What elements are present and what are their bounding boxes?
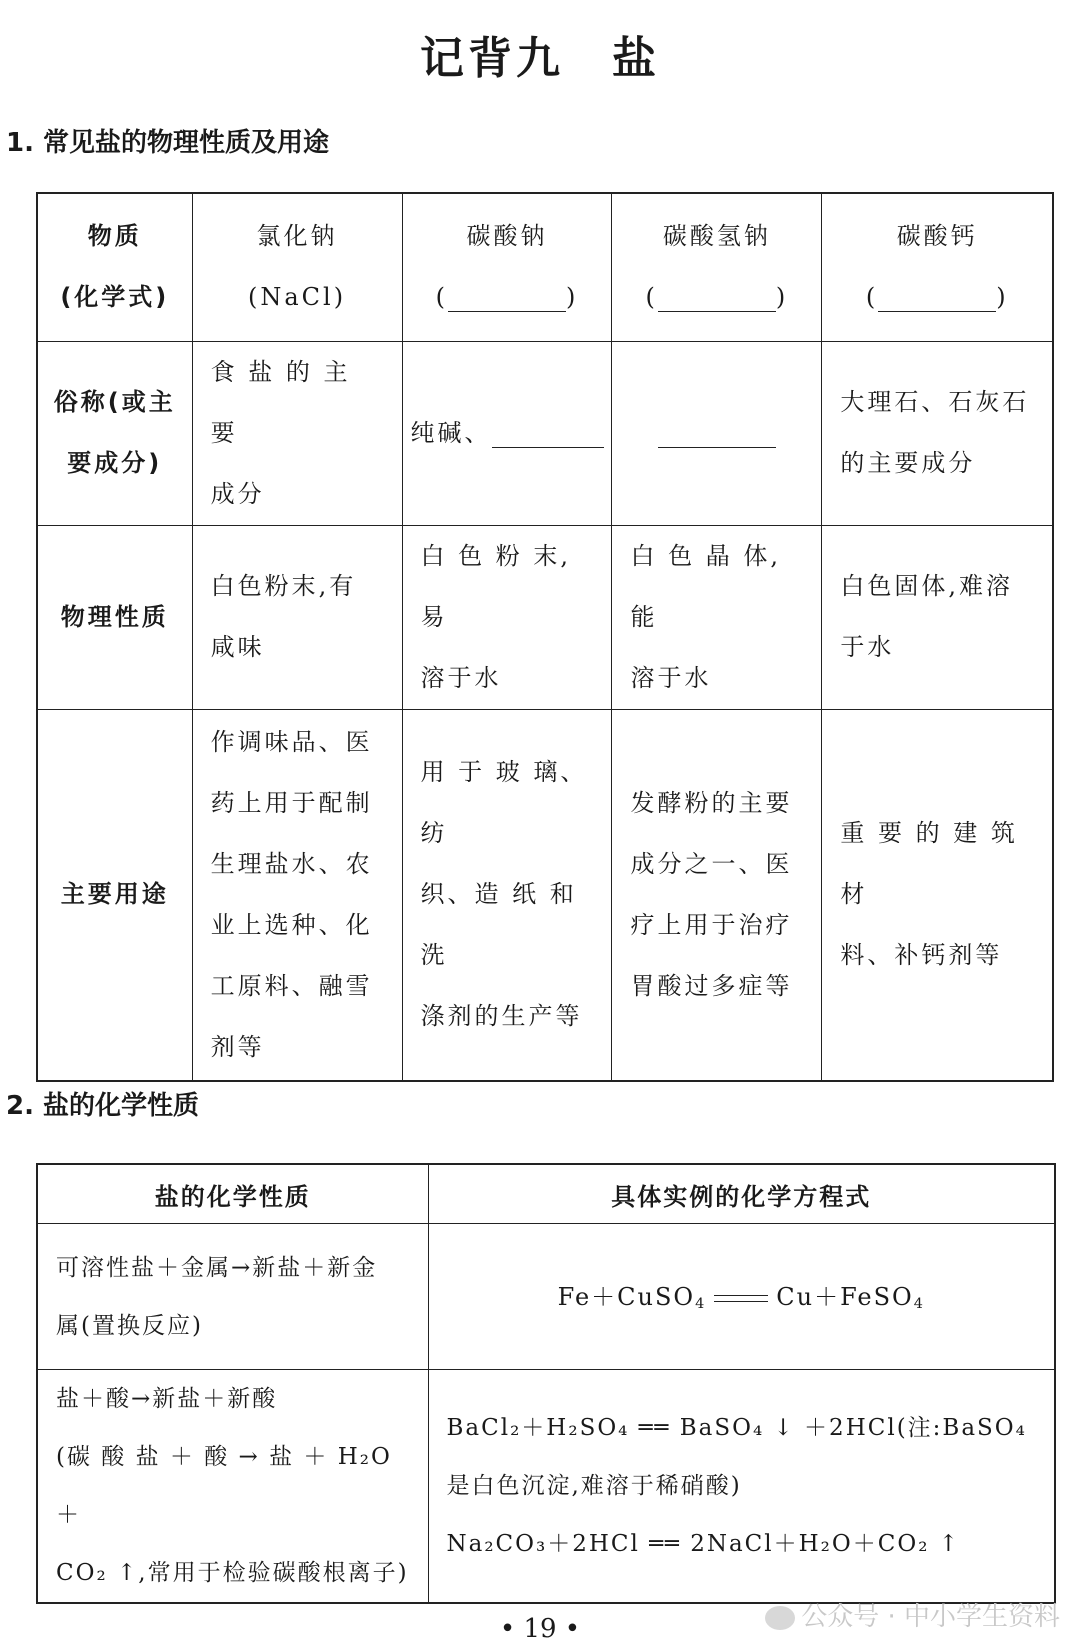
cell-line: 咸味	[210, 633, 265, 661]
cell-line: 料、补钙剂等	[840, 941, 1003, 970]
fill-blank	[658, 285, 776, 312]
header-label-line: (化学式)	[60, 283, 170, 312]
cell-line: 重 要 的 建 筑 材	[840, 819, 1018, 909]
salts-physical-properties-table	[36, 192, 1054, 1082]
cell-line: 涤剂的生产等	[420, 1002, 583, 1031]
substance-name: 碳酸氢钠	[662, 222, 771, 251]
cell-nacl-common-name	[192, 341, 402, 525]
salts-chemical-properties-table	[36, 1163, 1056, 1604]
substance-name: 碳酸钙	[896, 222, 978, 251]
cell-line: 溶于水	[420, 663, 502, 692]
table-header-row	[37, 1164, 1055, 1224]
cell-caco3-uses	[822, 709, 1053, 1081]
cell-line: 工原料、融雪	[210, 971, 373, 1000]
cell-line: 疗上用于治疗	[630, 910, 793, 939]
subscript: 4	[695, 1295, 707, 1312]
section-heading-1: 1. 常见盐的物理性质及用途	[6, 128, 330, 158]
table-row	[37, 341, 1053, 525]
cell-equation-1	[428, 1224, 1055, 1370]
page-number: • 19 •	[499, 1614, 581, 1644]
cell-line: 白色固体,难溶	[840, 572, 1014, 600]
cell-line: 于水	[840, 633, 895, 661]
cell-line: 大理石、石灰石	[840, 388, 1030, 416]
equation-rhs: Cu＋FeSO	[776, 1282, 914, 1311]
cell-na2co3-common-name	[402, 341, 612, 525]
wechat-icon	[765, 1606, 795, 1630]
row-label-uses: 主要用途	[37, 709, 192, 1081]
header-label-line: 物质	[87, 222, 142, 251]
header-nacl	[192, 193, 402, 341]
equation-line: Na₂CO₃＋2HCl ══ 2NaCl＋H₂O＋CO₂ ↑	[446, 1531, 961, 1557]
cell-line: 用 于 玻 璃、纺	[420, 758, 588, 848]
cell-caco3-common-name	[822, 341, 1053, 525]
cell-line: 溶于水	[630, 663, 712, 692]
cell-caco3-physical	[822, 525, 1053, 709]
cell-line: 属(置换反应)	[56, 1312, 203, 1339]
equation-note: 是白色沉淀,难溶于稀硝酸)	[446, 1473, 742, 1499]
cell-nacl-physical	[192, 525, 402, 709]
cell-line: 成分	[210, 479, 265, 508]
header-nahco3	[612, 193, 822, 341]
cell-line: 食 盐 的 主 要	[210, 357, 351, 447]
fill-blank	[492, 421, 604, 448]
watermark	[765, 1596, 1060, 1633]
cell-line: 的主要成分	[840, 449, 976, 477]
cell-equation-2	[428, 1370, 1055, 1604]
cell-line: 盐＋酸→新盐＋新酸	[56, 1386, 278, 1412]
row-label-line: 俗称(或主	[53, 388, 176, 416]
cell-line: CO₂ ↑,常用于检验碳酸根离子)	[56, 1560, 409, 1586]
fill-blank	[448, 285, 566, 312]
cell-line: 白 色 晶 体,能	[630, 541, 781, 631]
cell-line: 剂等	[210, 1032, 265, 1061]
fill-blank	[878, 285, 996, 312]
substance-name: 氯化钠	[256, 222, 338, 251]
cell-line: 白 色 粉 末,易	[420, 541, 572, 631]
header-label-cell	[37, 193, 192, 341]
header-caco3	[822, 193, 1053, 341]
substance-formula: (NaCl)	[248, 283, 347, 312]
formula-blank: ( )	[865, 283, 1009, 312]
cell-property-2	[37, 1370, 428, 1604]
cell-line: 业上选种、化	[210, 910, 373, 939]
subscript: 4	[913, 1295, 925, 1312]
cell-line: (碳 酸 盐 ＋ 酸 → 盐 ＋ H₂O＋	[56, 1444, 392, 1528]
table-row	[37, 1224, 1055, 1370]
cell-text: 纯碱、	[410, 418, 492, 447]
substance-name: 碳酸钠	[466, 222, 548, 251]
cell-line: 发酵粉的主要	[630, 788, 793, 817]
cell-nacl-uses	[192, 709, 402, 1081]
table-row	[37, 709, 1053, 1081]
page-title: 记背九 盐	[420, 33, 660, 84]
table-row	[37, 525, 1053, 709]
cell-line: 白色粉末,有	[210, 572, 357, 600]
section-heading-2: 2. 盐的化学性质	[6, 1091, 200, 1121]
fill-blank	[658, 421, 776, 448]
formula-blank: ( )	[645, 283, 789, 312]
column-header-equation: 具体实例的化学方程式	[428, 1164, 1055, 1224]
cell-line: 织、造 纸 和 洗	[420, 880, 577, 970]
cell-nahco3-physical	[612, 525, 822, 709]
cell-na2co3-physical	[402, 525, 612, 709]
equals-sign	[714, 1295, 768, 1302]
table-row	[37, 193, 1053, 341]
formula-blank: ( )	[435, 283, 579, 312]
equation-lhs: Fe＋CuSO	[557, 1282, 696, 1311]
cell-line: 胃酸过多症等	[630, 971, 793, 1000]
cell-nahco3-uses	[612, 709, 822, 1081]
cell-line: 生理盐水、农	[210, 849, 373, 878]
cell-line: 成分之一、医	[630, 849, 793, 878]
cell-line: 作调味品、医	[210, 727, 373, 756]
equation-line: BaCl₂＋H₂SO₄ ══ BaSO₄ ↓ ＋2HCl(注:BaSO₄	[446, 1415, 1027, 1441]
cell-line: 药上用于配制	[210, 788, 373, 817]
watermark-text: 公众号 · 中小学生资料	[801, 1602, 1060, 1632]
column-header-property: 盐的化学性质	[37, 1164, 428, 1224]
row-label-line: 要成分)	[67, 449, 163, 477]
cell-na2co3-uses	[402, 709, 612, 1081]
table-row	[37, 1370, 1055, 1604]
header-na2co3	[402, 193, 612, 341]
cell-line: 可溶性盐＋金属→新盐＋新金	[56, 1254, 378, 1281]
row-label-common-name	[37, 341, 192, 525]
row-label-physical: 物理性质	[37, 525, 192, 709]
cell-nahco3-common-name	[612, 341, 822, 525]
cell-property-1	[37, 1224, 428, 1370]
